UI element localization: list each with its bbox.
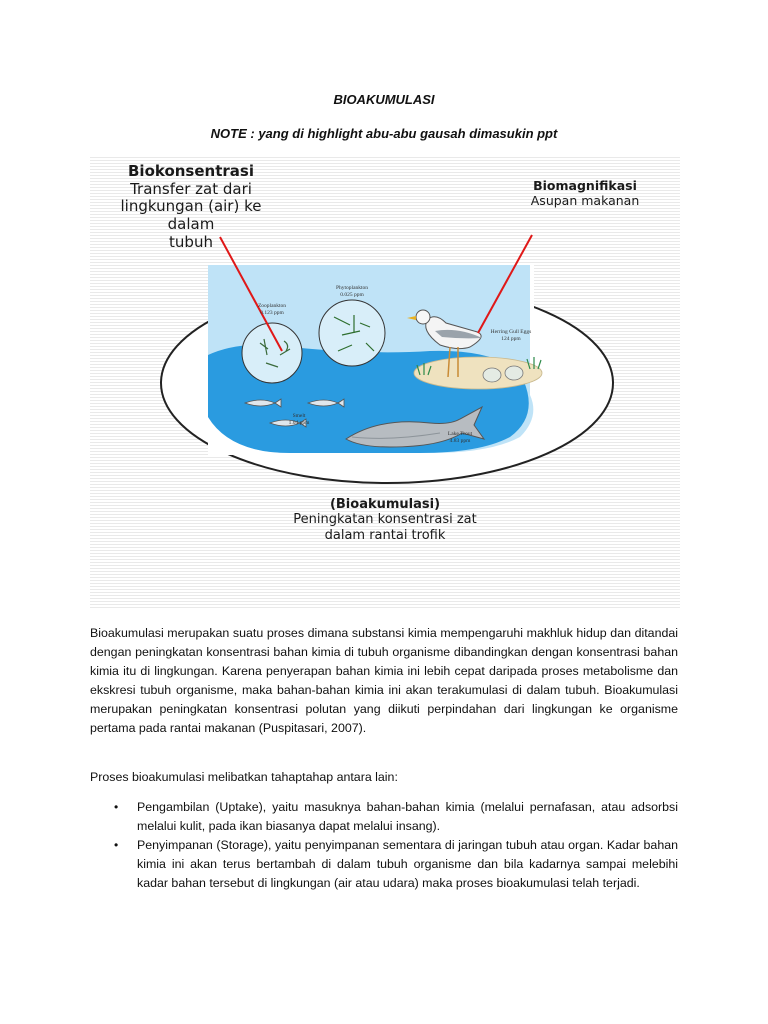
bullet-glyph: •	[114, 838, 119, 852]
document-note: NOTE : yang di highlight abu-abu gausah dimasukin ppt	[210, 126, 558, 141]
paragraph-1-text: Bioakumulasi merupakan suatu proses dimana substansi kimia mempengaruhi makhluk hidup dan ditandai dengan peningkatan konsentrasi bahan kimia di tubuh organisme dibandingkan dengan konsentrasi bahan kimia itu di lingkungan. Karena penyerapan bahan kimia ini lebih cepat daripada proses metabolisme dan ekskresi tubuh organisme, maka bahan-bahan kimia ini akan terakumulasi di dalam tubuh. Bioakumulasi merupakan peningkatan konsentrasi polutan yang diikuti perpindahan dari lingkungan ke organisme pertama pada rantai makanan (Puspitasari, 2007).	[90, 626, 678, 735]
biomagnifikasi-title: Biomagnifikasi	[533, 178, 637, 193]
lake-trout-label	[440, 431, 480, 444]
paragraph-1	[90, 624, 678, 738]
label-line: Lake Trout	[447, 431, 473, 437]
list-item-text: Penyimpanan (Storage), yaitu penyimpanan sementara di jaringan tubuh atau organ. Kadar bahan kimia ini akan terus bertambah di dalam tubuh organisme dan bila kadarnya sampai melebihi kadar bahan tersebut di lingkungan (air atau udara) maka proses bioakumulasi telah terjadi.	[137, 838, 678, 890]
label-line: Phytoplankton	[335, 285, 369, 291]
bioakumulasi-line: dalam rantai trofik	[324, 527, 446, 543]
bullet-list	[90, 798, 678, 893]
label-line: 124 ppm	[501, 335, 521, 342]
bioaccumulation-figure	[90, 155, 680, 610]
paragraph-2-text: Proses bioakumulasi melibatkan tahaptahap antara lain:	[90, 770, 398, 784]
list-item	[90, 836, 678, 893]
label-line: Herring Gull Eggs	[490, 329, 532, 335]
gull-head	[416, 310, 430, 324]
biokonsentrasi-line: lingkungan (air) ke dalam	[120, 197, 262, 234]
phytoplankton-label	[326, 285, 378, 298]
label-line: 1.04 ppm	[288, 419, 310, 426]
smelt-label	[282, 413, 316, 426]
bioakumulasi-title: (Bioakumulasi)	[329, 497, 441, 512]
label-line: 4.83 ppm	[449, 437, 471, 444]
list-item-text: Pengambilan (Uptake), yaitu masuknya bahan-bahan kimia (melalui pernafasan, atau adsorbsi melalui kulit, pada ikan biasanya dapat melalui insang).	[137, 800, 678, 833]
list-item	[90, 798, 678, 836]
paragraph-2	[90, 768, 678, 787]
label-line: Zooplankton	[257, 303, 287, 309]
label-line: 0.025 ppm	[340, 291, 364, 298]
document-title: BIOAKUMULASI	[333, 92, 435, 107]
label-line: 0.123 ppm	[260, 309, 284, 316]
bullet-glyph: •	[114, 800, 119, 814]
gull-egg	[505, 366, 523, 380]
biokonsentrasi-line: tubuh	[169, 232, 213, 251]
herring-gull-label	[486, 329, 536, 342]
bioakumulasi-line: Peningkatan konsentrasi zat	[293, 512, 477, 528]
biomagnifikasi-label	[510, 179, 660, 209]
gull-egg	[483, 368, 501, 382]
bioakumulasi-label	[285, 497, 485, 543]
label-line: Smelt	[292, 413, 306, 419]
zooplankton-label	[250, 303, 294, 316]
biokonsentrasi-title: Biokonsentrasi	[128, 162, 254, 180]
biokonsentrasi-label	[98, 163, 284, 251]
biomagnifikasi-line: Asupan makanan	[530, 192, 640, 208]
biokonsentrasi-line: Transfer zat dari	[130, 179, 252, 198]
